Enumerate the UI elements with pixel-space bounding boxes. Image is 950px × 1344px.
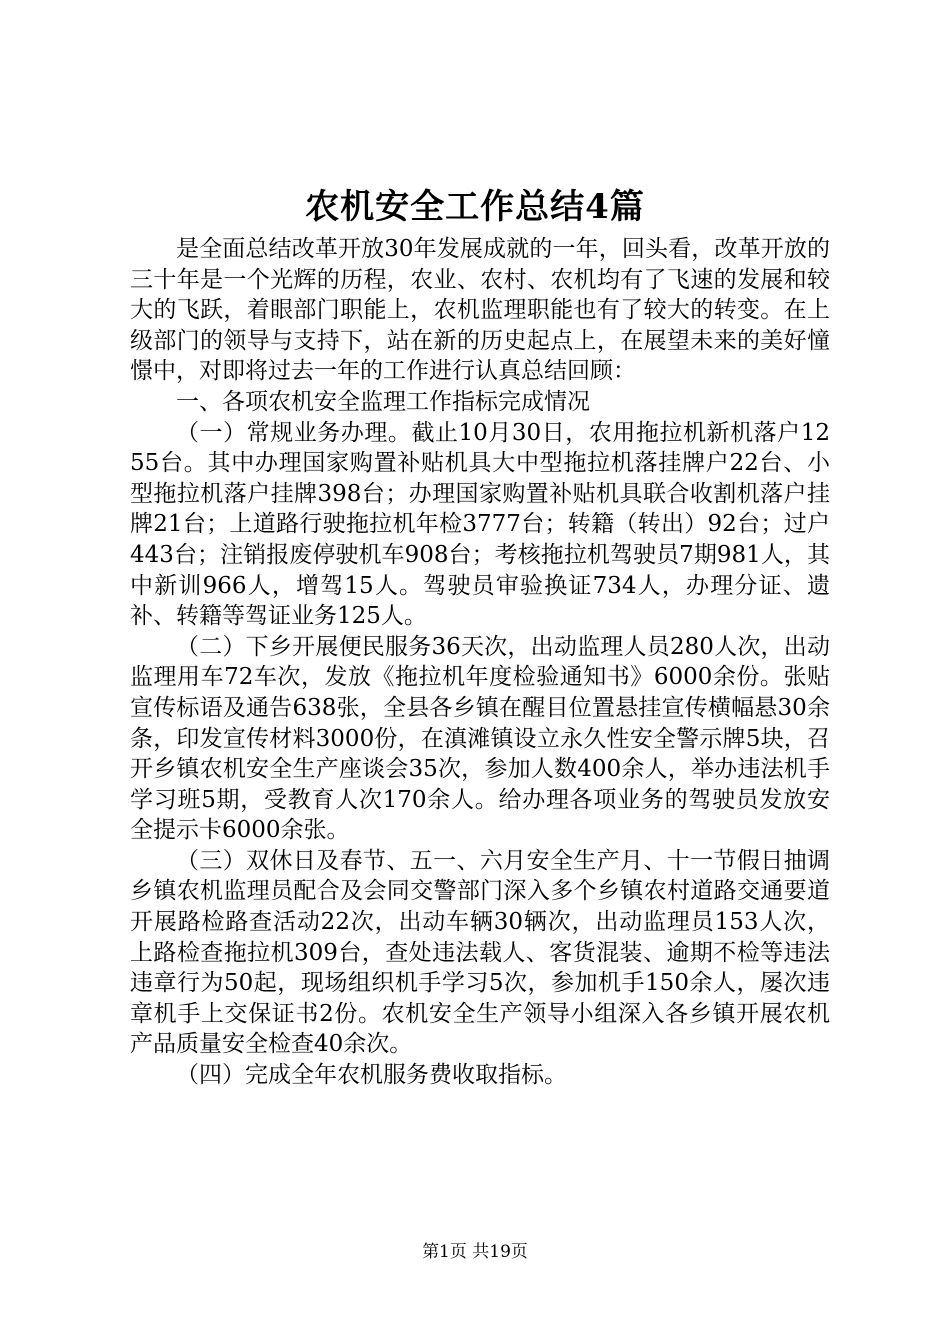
document-body — [130, 234, 830, 1091]
document-title: 农机安全工作总结4篇 — [305, 187, 645, 227]
paragraph-routine-business: （一）常规业务办理。截止10月30日，农用拖拉机新机落户1255台。其中办理国家购置补贴机具大中型拖拉机落挂牌户22台、小型拖拉机落户挂牌398台；办理国家购置补贴机具联合收割机落户挂牌21台；上道路行驶拖拉机年检3777台；转籍（转出）92台；过户443台；注销报废停驶机车908台；考核拖拉机驾驶员7期981人，其中新训966人，增驾15人。驾驶员审验换证734人，办理分证、遗补、转籍等驾证业务125人。 — [130, 419, 830, 630]
page-number-footer: 第1页 共19页 — [422, 1242, 528, 1262]
intro-paragraph: 是全面总结改革开放30年发展成就的一年，回头看，改革开放的三十年是一个光辉的历程，农业、农村、农机均有了飞速的发展和较大的飞跃，着眼部门职能上，农机监理职能也有了较大的转变。在上级部门的领导与支持下，站在新的历史起点上，在展望未来的美好憧憬中，对即将过去一年的工作进行认真总结回顾： — [130, 236, 830, 385]
section-heading: 一、各项农机安全监理工作指标完成情况 — [176, 388, 590, 415]
paragraph-road-inspection: （三）双休日及春节、五一、六月安全生产月、十一节假日抽调乡镇农机监理员配合及会同交警部门深入多个乡镇农村道路交通要道开展路检路查活动22次，出动车辆30辆次，出动监理员153人次，上路检查拖拉机309台，查处违法载人、客货混装、逾期不检等违法违章行为50起，现场组织机手学习5次，参加机手150余人，屡次违章机手上交保证书2份。农机安全生产领导小组深入各乡镇开展农机产品质量安全检查40余次。 — [130, 847, 830, 1058]
paragraph-rural-service: （二）下乡开展便民服务36天次，出动监理人员280人次，出动监理用车72车次，发放《拖拉机年度检验通知书》6000余份。张贴宣传标语及通告638张，全县各乡镇在醒目位置悬挂宣传横幅悬30余条，印发宣传材料3000份，在滇滩镇设立永久性安全警示牌5块，召开乡镇农机安全生产座谈会35次，参加人数400余人，举办违法机手学习班5期，受教育人次170余人。给办理各项业务的驾驶员发放安全提示卡6000余张。 — [130, 633, 830, 844]
paragraph-service-fee: （四）完成全年农机服务费收取指标。 — [176, 1062, 567, 1089]
